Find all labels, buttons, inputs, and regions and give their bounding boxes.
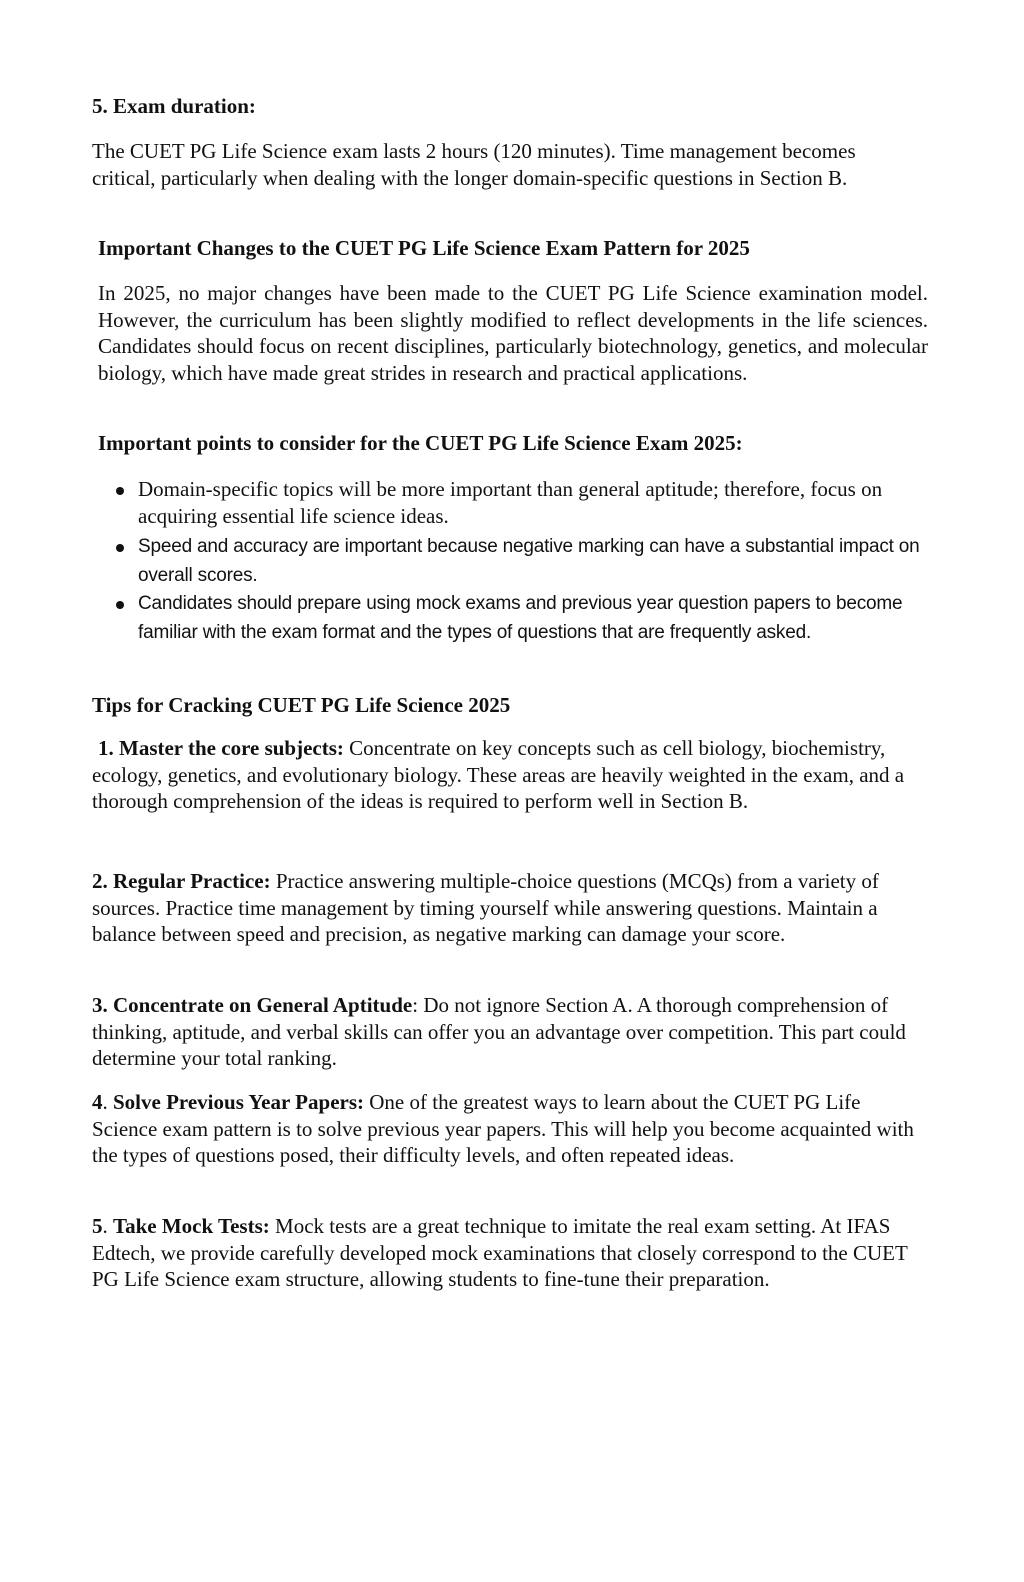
exam-duration-heading: 5. Exam duration:: [92, 94, 256, 118]
tip-text: Concentrate on key concepts such as cell biology, biochemistry, ecology, genetics, and evolutionary biology. These areas are heavily weighted in the exam, and a thorough comprehension of the ideas is required to perform well in Section B.: [92, 736, 905, 813]
list-item: [92, 590, 932, 647]
tips-heading: Tips for Cracking CUET PG Life Science 2025: [92, 693, 511, 717]
list-item-text: Candidates should prepare using mock exams and previous year question papers to become familiar with the exam format and the types of questions that are frequently asked.: [138, 593, 903, 643]
tip-label: 3. Concentrate on General Aptitude: [92, 993, 413, 1017]
tip-paragraph: 5. Take Mock Tests: Mock tests are a great technique to imitate the real exam setting. At IFAS Edtech, we provide carefully developed mock examinations that closely correspond to the CUET PG Life Science exam structure, allowing students to fine-tune their preparation.: [92, 1214, 908, 1291]
tip-text: Practice answering multiple-choice questions (MCQs) from a variety of sources. Practice time management by timing yourself while answering questions. Maintain a balance between speed and precision, as negative marking can damage your score.: [92, 869, 879, 946]
tip-paragraph: [92, 868, 922, 948]
tip-label: Solve Previous Year Papers:: [113, 1090, 364, 1114]
exam-duration-paragraph: The CUET PG Life Science exam lasts 2 hours (120 minutes). Time management becomes critical, particularly when dealing with the longer domain-specific questions in Section B.: [92, 139, 856, 190]
bullet-icon: [116, 544, 124, 552]
tip-text: One of the greatest ways to learn about the CUET PG Life Science exam pattern is to solve previous year papers. This will help you become acquainted with the types of questions posed, their difficulty levels, and often repeated ideas.: [92, 1090, 914, 1167]
tip-paragraph: [92, 992, 922, 1072]
tip-paragraph: [92, 735, 922, 815]
bullet-icon: [116, 601, 124, 609]
tip-label: 2. Regular Practice:: [92, 869, 271, 893]
points-list: [92, 476, 932, 647]
points-heading: Important points to consider for the CUET PG Life Science Exam 2025:: [98, 431, 743, 455]
pattern-changes-heading: Important Changes to the CUET PG Life Science Exam Pattern for 2025: [98, 236, 750, 260]
tip-number: 4: [92, 1090, 103, 1114]
bullet-icon: [116, 487, 124, 495]
pattern-changes-paragraph: In 2025, no major changes have been made to the CUET PG Life Science examination model. However, the curriculum has been slightly modified to reflect developments in the life sciences. Candidates should focus on recent disciplines, particularly biotechnology, genetics, and molecular biology, which have made great strides in research and practical applications.: [98, 281, 928, 385]
tip-label: 1. Master the core subjects:: [98, 736, 344, 760]
tip-text: : Do not ignore Section A. A thorough comprehension of thinking, aptitude, and verbal skills can offer you an advantage over competition. This part could determine your total ranking.: [92, 993, 906, 1070]
list-item-text: Domain-specific topics will be more important than general aptitude; therefore, focus on acquiring essential life science ideas.: [138, 477, 883, 528]
tip-text: Mock tests are a great technique to imitate the real exam setting. At IFAS Edtech, we provide carefully developed mock examinations that closely correspond to the CUET PG Life Science exam structure, allowing students to fine-tune their preparation.: [92, 1214, 908, 1291]
list-item-text: Speed and accuracy are important because negative marking can have a substantial impact on overall scores.: [138, 536, 920, 586]
list-item: [92, 533, 932, 590]
tip-number: 5: [92, 1214, 103, 1238]
tip-paragraph: 4. Solve Previous Year Papers: One of the greatest ways to learn about the CUET PG Life Science exam pattern is to solve previous year papers. This will help you become acquainted with the types of questions posed, their difficulty levels, and often repeated ideas.: [92, 1090, 914, 1167]
list-item: [92, 476, 932, 529]
tip-label: Take Mock Tests:: [113, 1214, 270, 1238]
